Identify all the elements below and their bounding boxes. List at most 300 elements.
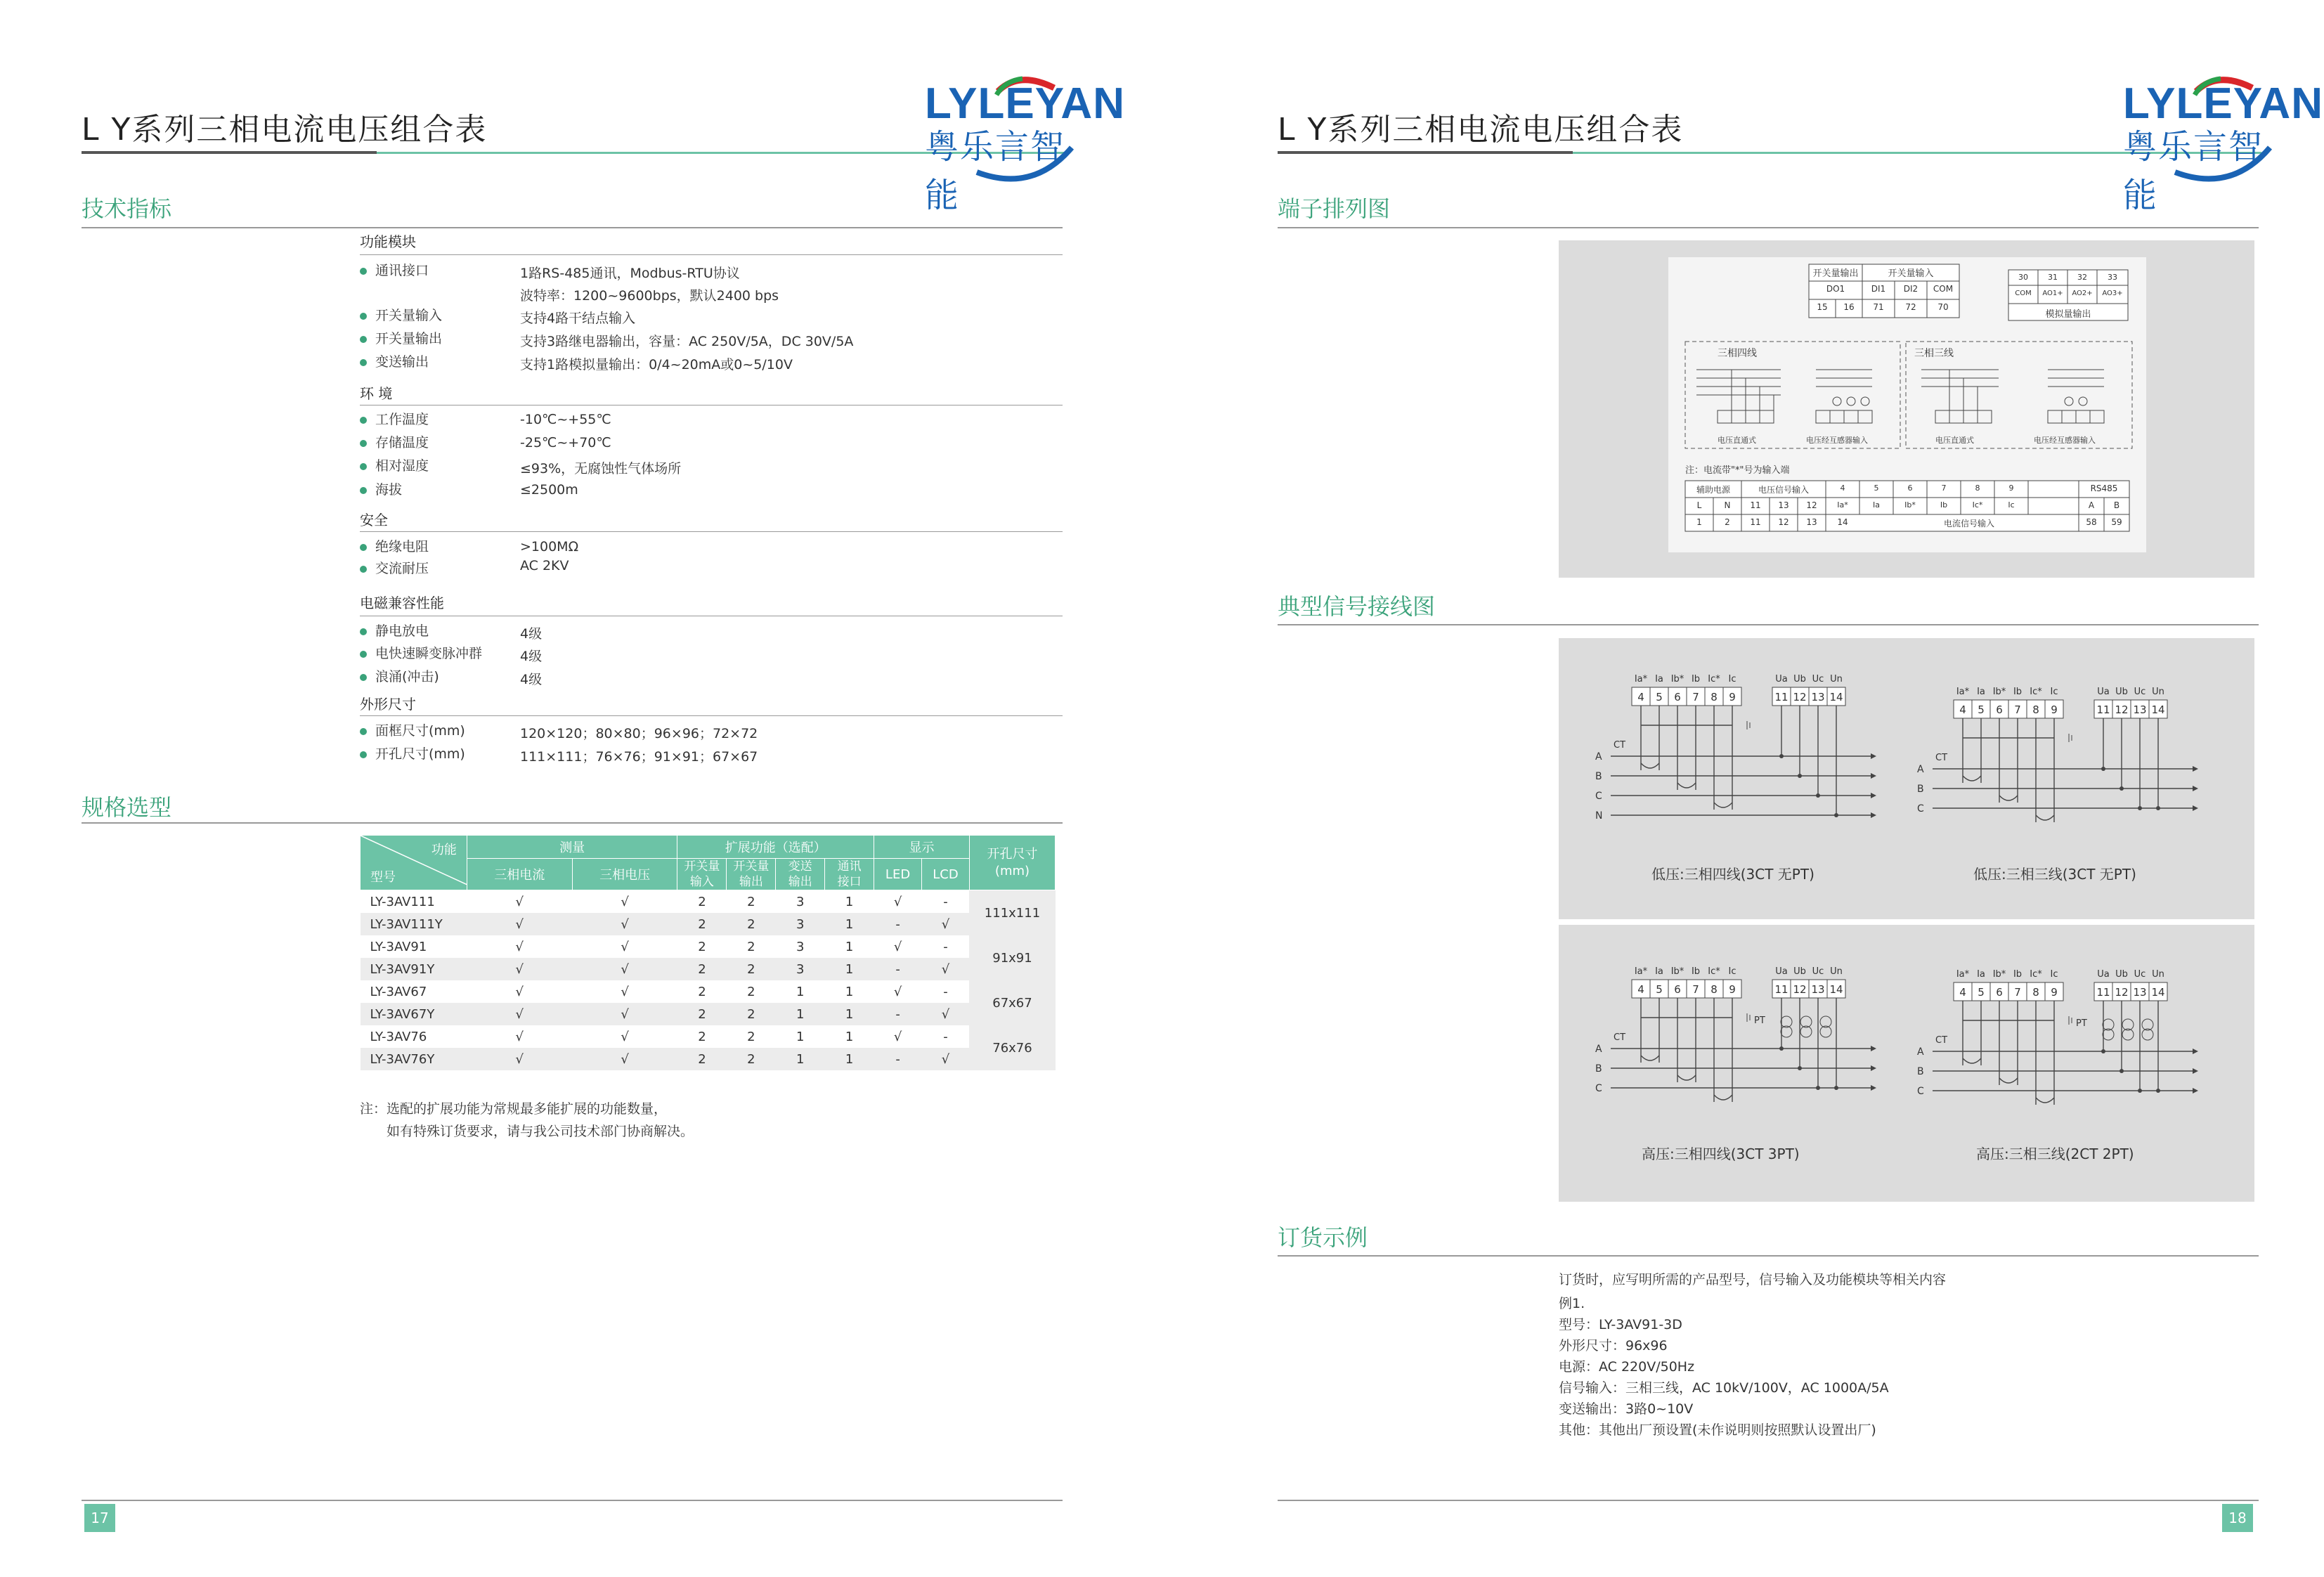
terminal-num: 6 — [1996, 703, 2003, 716]
table-cell: √ — [572, 1048, 677, 1070]
spec-row — [360, 536, 429, 557]
order-line: 例1. — [1559, 1296, 1585, 1311]
spec-label: 存储温度 — [375, 435, 429, 450]
order-line: 订货时，应写明所需的产品型号，信号输入及功能模块等相关内容 — [1559, 1272, 1947, 1287]
wiring-diagram-graphic — [1911, 961, 2207, 1130]
spec-row — [360, 305, 442, 326]
hdi1: 开关量 — [684, 859, 720, 874]
terminal-label: Ub — [2115, 687, 2128, 697]
terminal-num: 9 — [2051, 703, 2058, 716]
table-cell: √ — [621, 894, 629, 909]
terminal-num: 70 — [1937, 302, 1949, 312]
table-cell: 2 — [677, 913, 727, 935]
spec-row — [360, 666, 439, 687]
hdi2: 输入 — [689, 875, 714, 889]
terminal-num: 4 — [1840, 484, 1845, 493]
table-cell: 3 — [796, 939, 805, 954]
order-line: 信号输入：三相三线，AC 10kV/100V，AC 1000A/5A — [1559, 1380, 1889, 1396]
terminal-label: Ia — [1977, 969, 1985, 980]
terminal-num: 31 — [2048, 273, 2058, 282]
table-cell: √ — [572, 1003, 677, 1025]
spec-row — [360, 432, 429, 453]
terminal-label: Un — [2152, 687, 2164, 697]
model-cell: LY-3AV111 — [370, 894, 435, 909]
terminal-num: 8 — [1710, 983, 1718, 996]
spec-value: 4级 — [520, 649, 543, 664]
phase-label: A — [1595, 1044, 1602, 1055]
spec-value: -25℃~+70℃ — [520, 435, 611, 450]
spec-value: -10℃~+55℃ — [520, 412, 611, 427]
terminal-label: 辅助电源 — [1696, 485, 1730, 495]
page-title-left: L Y系列三相电流电压组合表 — [82, 112, 488, 148]
terminal-label: N — [1724, 500, 1731, 510]
terminal-label: Ib* — [1992, 687, 2006, 697]
terminal-label: 模拟量输出 — [2045, 309, 2091, 320]
header-display: 显示 — [874, 836, 970, 859]
terminal-label: DI1 — [1871, 284, 1886, 294]
table-cell: √ — [893, 894, 902, 909]
spec-value: 支持3路继电器输出，容量：AC 250V/5A，DC 30V/5A — [520, 334, 854, 349]
table-cell: 2 — [727, 1048, 776, 1070]
page-number-right: 18 — [2222, 1504, 2253, 1532]
phase-label: B — [1917, 784, 1924, 795]
table-cell: 1 — [796, 984, 805, 999]
table-cell: √ — [893, 1029, 902, 1044]
terminal-num: 13 — [2133, 703, 2147, 716]
terminal-num: 59 — [2111, 517, 2122, 527]
table-cell: 1 — [825, 1003, 874, 1025]
header-measure: 测量 — [467, 836, 677, 859]
spec-value: 1路RS-485通讯，Modbus-RTU协议 — [520, 266, 740, 281]
spec-row — [360, 744, 465, 765]
pt-label: PT — [2076, 1018, 2087, 1029]
model-selection-table — [360, 835, 1056, 1070]
hcom1: 通讯 — [837, 859, 862, 874]
hole-size-cell: 111x111 — [969, 890, 1055, 936]
terminal-num: 7 — [1692, 691, 1699, 703]
table-note-1: 注：选配的扩展功能为常规最多能扩展的功能数量， — [360, 1101, 668, 1117]
table-cell: √ — [922, 958, 970, 980]
spec-label: 电快速瞬变脉冲群 — [375, 646, 483, 661]
spec-row — [360, 328, 442, 349]
table-cell: 2 — [698, 1029, 706, 1044]
terminal-label: Ia* — [1956, 687, 1970, 697]
terminal-label: Ia* — [1634, 966, 1648, 977]
spec-group-divider — [360, 254, 1063, 255]
terminal-label: Ib — [1691, 966, 1701, 977]
spec-row — [360, 409, 429, 430]
header-do — [727, 859, 776, 890]
terminal-label: Ic — [1728, 966, 1736, 977]
header-ext: 扩展功能（选配） — [677, 836, 874, 859]
terminal-label: Ic* — [1708, 674, 1720, 684]
terminal-label: Ic — [2050, 687, 2058, 697]
terminal-num: 11 — [2096, 986, 2110, 999]
terminal-label: Ic* — [1972, 500, 1983, 510]
table-row — [361, 1048, 1056, 1070]
spec-row — [360, 720, 465, 741]
table-row — [361, 890, 1056, 914]
terminal-label: Uc — [2134, 687, 2146, 697]
terminal-num: 14 — [1837, 517, 1848, 527]
model-cell: LY-3AV67 — [370, 984, 427, 999]
spec-label: 变送输出 — [375, 354, 429, 370]
table-cell: 2 — [747, 894, 755, 909]
table-cell: 1 — [845, 984, 854, 999]
terminal-num: 14 — [2151, 986, 2165, 999]
terminal-num: 6 — [1674, 691, 1681, 703]
spec-group-divider — [360, 715, 1063, 716]
section-divider — [1278, 1255, 2259, 1257]
terminal-label: COM — [2015, 290, 2032, 297]
terminal-num: 11 — [1750, 517, 1761, 527]
terminal-num: 7 — [1692, 983, 1699, 996]
phase-label: A — [1917, 1046, 1924, 1058]
table-cell: - — [874, 958, 922, 980]
terminal-num: 13 — [2133, 986, 2147, 999]
table-cell: 2 — [727, 913, 776, 935]
terminal-label: RS485 — [2090, 484, 2118, 493]
terminal-num: 11 — [2096, 703, 2110, 716]
spec-row — [360, 260, 429, 281]
terminal-label: DO1 — [1826, 284, 1845, 294]
terminal-num: 58 — [2086, 517, 2097, 527]
terminal-num: 13 — [1778, 500, 1789, 510]
spec-group-title: 功能模块 — [360, 233, 416, 250]
wiring-caption: 低压:三相四线(3CT 无PT) — [1651, 866, 1815, 883]
header-lcd: LCD — [922, 859, 970, 890]
spec-value: 支持4路干结点输入 — [520, 311, 636, 326]
order-line: 其他：其他出厂预设置(未作说明则按照默认设置出厂) — [1559, 1422, 1876, 1438]
spec-label: 面框尺寸(mm) — [375, 723, 465, 739]
terminal-label: Ic — [2008, 500, 2015, 510]
terminal-label: Ub — [1793, 966, 1806, 977]
bullet-icon — [360, 336, 367, 343]
table-cell: - — [874, 1048, 922, 1070]
table-cell: 3 — [796, 894, 805, 909]
terminal-label: 电压直通式 — [1718, 436, 1756, 445]
terminal-num: 6 — [1907, 484, 1913, 493]
terminal-label: Ic* — [2030, 687, 2042, 697]
table-cell: √ — [621, 984, 629, 999]
phase-label: C — [1595, 791, 1602, 802]
model-cell: LY-3AV76 — [370, 1029, 427, 1044]
terminal-label: Ua — [1775, 966, 1788, 977]
spec-row — [360, 621, 429, 642]
spec-group-title: 外形尺寸 — [360, 696, 416, 713]
terminal-num: 13 — [1811, 691, 1825, 703]
terminal-label: 电压信号输入 — [1758, 485, 1809, 495]
table-cell: 1 — [845, 1029, 854, 1044]
terminal-num: 11 — [1774, 691, 1789, 703]
phase-label: B — [1595, 771, 1602, 782]
terminal-label: L — [1696, 500, 1702, 510]
table-cell: 1 — [796, 1029, 805, 1044]
table-cell: √ — [467, 1048, 572, 1070]
terminal-label: A — [2088, 500, 2095, 510]
phase-label: B — [1917, 1066, 1924, 1077]
spec-row — [360, 351, 429, 372]
terminal-num: 5 — [1656, 983, 1663, 996]
table-cell: 3 — [776, 913, 825, 935]
terminal-label: Uc — [2134, 969, 2146, 980]
spec-value: >100MΩ — [520, 539, 579, 554]
ct-label: CT — [1614, 1032, 1626, 1043]
terminal-num: 6 — [1996, 986, 2003, 999]
spec-value: 111×111；76×76；91×91；67×67 — [520, 749, 758, 765]
terminal-label: Ib — [2013, 969, 2023, 980]
terminal-num: 9 — [2051, 986, 2058, 999]
section-divider — [82, 822, 1063, 824]
spec-value: 4级 — [520, 626, 543, 642]
order-line: 型号：LY-3AV91-3D — [1559, 1317, 1682, 1332]
section-terminal-title: 端子排列图 — [1278, 195, 1391, 222]
footer-line — [1278, 1500, 2259, 1501]
terminal-num: 16 — [1843, 302, 1855, 312]
terminal-num: 7 — [2014, 986, 2021, 999]
table-cell: 2 — [677, 958, 727, 980]
header-func: 功能 — [431, 843, 457, 857]
hao2: 输出 — [788, 875, 812, 889]
terminal-label: Ic* — [1708, 966, 1720, 977]
header-hole — [969, 836, 1055, 890]
table-note-2: 如有特殊订货要求，请与我公司技术部门协商解决。 — [387, 1124, 694, 1139]
title-underline — [1278, 151, 1573, 154]
spec-label: 工作温度 — [375, 412, 429, 427]
order-line: 电源：AC 220V/50Hz — [1559, 1359, 1695, 1375]
page-title-right: L Y系列三相电流电压组合表 — [1278, 112, 1684, 148]
ct-label: CT — [1614, 740, 1626, 751]
terminal-label: 电压经互感器输入 — [1806, 436, 1868, 445]
spec-label: 开关量输入 — [375, 308, 443, 323]
spec-group-title: 环 境 — [360, 385, 393, 402]
phase-label: C — [1917, 1086, 1924, 1097]
terminal-num: 72 — [1905, 302, 1916, 312]
table-cell: √ — [467, 1003, 572, 1025]
terminal-num: 8 — [1975, 484, 1980, 493]
header-ao — [776, 859, 825, 890]
terminal-num: 14 — [2151, 703, 2165, 716]
terminal-num: 2 — [1725, 517, 1730, 527]
terminal-num: 9 — [1729, 691, 1736, 703]
header-hole-l2: (mm) — [994, 863, 1030, 878]
table-row — [361, 913, 1056, 935]
table-cell: 2 — [727, 958, 776, 980]
terminal-label: 电压经互感器输入 — [2034, 436, 2096, 445]
terminal-num: 12 — [1793, 983, 1807, 996]
logo-text-en: LYLEYAN — [925, 79, 1125, 128]
spec-value: ≤2500m — [520, 482, 578, 498]
terminal-label: AO3+ — [2102, 290, 2123, 297]
table-cell: √ — [621, 1029, 629, 1044]
wiring-caption: 高压:三相三线(2CT 2PT) — [1976, 1146, 2134, 1162]
terminal-num: 7 — [2014, 703, 2021, 716]
terminal-label: Ic — [1728, 674, 1736, 684]
terminal-label: Ub — [2115, 969, 2128, 980]
terminal-diagram-panel — [1559, 240, 2254, 578]
table-cell: 2 — [698, 894, 706, 909]
brand-logo-left — [914, 42, 1125, 215]
section-divider — [1278, 227, 2259, 228]
terminal-label: Un — [2152, 969, 2164, 980]
phase-label: C — [1917, 803, 1924, 815]
table-row — [361, 980, 1056, 1003]
spec-row — [360, 455, 429, 476]
terminal-num: 13 — [1811, 983, 1825, 996]
terminal-label: 三相三线 — [1914, 348, 1954, 359]
terminal-num: 5 — [1874, 484, 1879, 493]
terminal-num: 7 — [1941, 484, 1947, 493]
terminal-label: Ua — [1775, 674, 1788, 684]
terminal-label: Un — [1830, 966, 1843, 977]
bullet-icon — [360, 417, 367, 424]
terminal-num: 12 — [2115, 986, 2129, 999]
terminal-label: Uc — [1812, 674, 1824, 684]
terminal-label: Ia* — [1837, 500, 1848, 510]
table-cell: √ — [893, 984, 902, 999]
terminal-note: 注：电流带"*"号为输入端 — [1685, 465, 1790, 476]
table-cell: 1 — [845, 939, 854, 954]
hole-size-cell: 76x76 — [969, 1025, 1055, 1070]
table-row — [361, 935, 1056, 958]
bullet-icon — [360, 440, 367, 447]
terminal-label: Uc — [1812, 966, 1824, 977]
terminal-num: 9 — [1729, 983, 1736, 996]
table-cell: √ — [922, 1048, 970, 1070]
terminal-label: B — [2113, 500, 2120, 510]
terminal-label: Ua — [2097, 969, 2110, 980]
bullet-icon — [360, 268, 367, 275]
header-di — [677, 859, 727, 890]
table-cell: √ — [572, 913, 677, 935]
wiring-caption: 高压:三相四线(3CT 3PT) — [1642, 1146, 1800, 1162]
terminal-diagram — [1668, 257, 2146, 552]
table-cell: √ — [621, 939, 629, 954]
table-cell: √ — [515, 1029, 524, 1044]
phase-label: C — [1595, 1083, 1602, 1094]
terminal-label: 电流信号输入 — [1943, 519, 1994, 528]
terminal-num: 30 — [2018, 273, 2028, 282]
terminal-num: 8 — [2032, 703, 2039, 716]
title-underline — [82, 151, 377, 154]
bullet-icon — [360, 566, 367, 573]
table-cell: √ — [515, 939, 524, 954]
spec-group-title: 安全 — [360, 512, 388, 528]
bullet-icon — [360, 487, 367, 494]
spec-value: 波特率：1200~9600bps，默认2400 bps — [520, 288, 779, 304]
spec-row — [360, 643, 482, 664]
terminal-label: Ia* — [1956, 969, 1970, 980]
spec-label: 海拔 — [375, 482, 403, 498]
table-cell: √ — [572, 958, 677, 980]
terminal-num: 32 — [2077, 273, 2087, 282]
table-cell: 1 — [825, 958, 874, 980]
spec-label: 绝缘电阻 — [375, 539, 429, 554]
order-line: 变送输出：3路0~10V — [1559, 1401, 1694, 1417]
terminal-num: 12 — [1778, 517, 1789, 527]
model-cell: LY-3AV67Y — [361, 1003, 467, 1025]
spec-row — [360, 479, 402, 500]
table-corner-header — [361, 836, 467, 890]
table-cell: - — [874, 913, 922, 935]
table-cell: √ — [467, 958, 572, 980]
table-cell: - — [943, 984, 948, 999]
brand-logo-right — [2112, 42, 2323, 215]
header-led: LED — [874, 859, 922, 890]
section-wiring-title: 典型信号接线图 — [1278, 593, 1436, 620]
table-cell: 1 — [825, 913, 874, 935]
ct-label: CT — [1935, 753, 1948, 763]
table-cell: - — [943, 1029, 948, 1044]
terminal-num: 12 — [2115, 703, 2129, 716]
phase-label: B — [1595, 1063, 1602, 1075]
terminal-label: Ib — [1940, 500, 1948, 510]
table-cell: 2 — [747, 939, 755, 954]
spec-value: 支持1路模拟量输出：0/4~20mA或0~5/10V — [520, 357, 793, 372]
terminal-num: 5 — [1978, 986, 1985, 999]
ct-label: CT — [1935, 1035, 1948, 1046]
terminal-label: Ib* — [1670, 966, 1684, 977]
spec-label: 开关量输出 — [375, 331, 443, 346]
spec-label: 相对湿度 — [375, 458, 429, 474]
section-divider — [1278, 624, 2259, 625]
terminal-num: 5 — [1656, 691, 1663, 703]
terminal-label: Ia — [1655, 674, 1663, 684]
terminal-num: 4 — [1637, 691, 1644, 703]
table-cell: √ — [922, 913, 970, 935]
terminal-label: Ic* — [2030, 969, 2042, 980]
model-cell: LY-3AV91Y — [361, 958, 467, 980]
spec-label: 开孔尺寸(mm) — [375, 746, 465, 762]
terminal-num: 33 — [2108, 273, 2117, 282]
wiring-diagram-graphic — [1590, 666, 1885, 835]
terminal-label: Ia — [1873, 500, 1880, 510]
table-cell: 2 — [727, 1003, 776, 1025]
table-cell: 2 — [677, 1048, 727, 1070]
spec-label: 通讯接口 — [375, 263, 429, 278]
table-cell: 1 — [776, 1048, 825, 1070]
terminal-num: 6 — [1674, 983, 1681, 996]
terminal-label: AO1+ — [2042, 290, 2063, 297]
terminal-num: 9 — [2008, 484, 2014, 493]
bullet-icon — [360, 751, 367, 758]
table-cell: 1 — [845, 894, 854, 909]
table-cell: √ — [467, 913, 572, 935]
hole-size-cell: 91x91 — [969, 935, 1055, 980]
phase-label: A — [1917, 764, 1924, 775]
hao1: 变送 — [788, 859, 812, 874]
terminal-label: DI2 — [1903, 284, 1919, 294]
terminal-label: Ia — [1977, 687, 1985, 697]
hdo1: 开关量 — [733, 859, 770, 874]
section-divider — [82, 227, 1063, 228]
header-com — [825, 859, 874, 890]
table-cell: 2 — [698, 984, 706, 999]
spec-label: 交流耐压 — [375, 561, 429, 576]
table-cell: 3 — [776, 958, 825, 980]
terminal-label: Ib* — [1670, 674, 1684, 684]
terminal-num: 14 — [1829, 691, 1843, 703]
table-row — [361, 958, 1056, 980]
terminal-num: 14 — [1829, 983, 1843, 996]
section-order-title: 订货示例 — [1278, 1224, 1368, 1251]
header-voltage: 三相电压 — [572, 859, 677, 890]
section-model-title: 规格选型 — [82, 794, 172, 821]
model-cell: LY-3AV91 — [370, 939, 427, 954]
terminal-num: 15 — [1817, 302, 1828, 312]
spec-row — [360, 558, 429, 579]
order-line: 外形尺寸：96x96 — [1559, 1338, 1668, 1354]
